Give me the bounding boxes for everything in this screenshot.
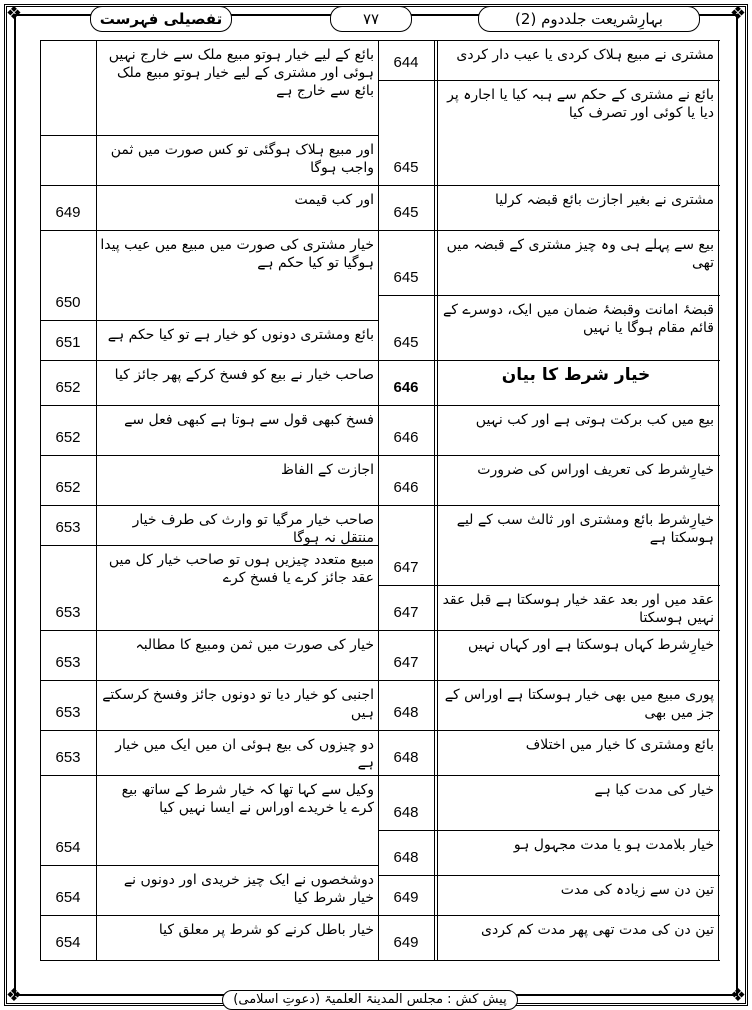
entry-title: اجازت کے الفاظ (281, 462, 374, 478)
entry-page-number: 645 (393, 159, 419, 176)
row-divider (40, 455, 378, 456)
corner-ornament: ❖ (5, 3, 23, 24)
entry-title: مشتری نے بغیر اجازت بائع قبضہ کرلیا (495, 192, 714, 208)
entry-page-number: 646 (393, 479, 419, 496)
entry-page-number: 652 (55, 479, 81, 496)
entry-title: بائع نے مشتری کے حکم سے ہبہ کیا یا اجارہ پر دیا یا کوئی اور تصرف کیا (447, 87, 714, 121)
entry-page-number: 653 (55, 654, 81, 671)
entry-title: تین دن کی مدت تھی پھر مدت کم کردی (481, 922, 714, 938)
entry-title: تین دن سے زیادہ کی مدت (560, 882, 714, 898)
row-divider (40, 230, 378, 231)
left-entry-row (40, 360, 720, 405)
row-divider (40, 505, 378, 506)
row-divider (40, 320, 378, 321)
entry-title: خیار مشتری کی صورت میں مبیع میں عیب پیدا ہوگیا تو کیا حکم ہے (100, 237, 374, 271)
left-entry-row (40, 455, 720, 505)
entry-title: خیار کی صورت میں ثمن ومبیع کا مطالبہ (135, 637, 374, 653)
row-divider (40, 135, 378, 136)
entry-title: وکیل سے کہا تھا کہ خیار شرط کے ساتھ بیع کرے یا خریدے اوراس نے ایسا نہیں کیا (121, 782, 374, 816)
left-entry-row (40, 865, 720, 915)
left-entry-row (40, 775, 720, 865)
page-footer (180, 990, 560, 1010)
entry-page-number: 649 (55, 204, 81, 221)
entry-page-number: 645 (393, 334, 419, 351)
entry-page-number: 654 (55, 889, 81, 906)
entry-page-number: 654 (55, 934, 81, 951)
entry-page-number: 647 (393, 604, 419, 621)
entry-title: اور مبیع ہلاک ہوگئی تو کس صورت میں ثمن واجب ہوگا (110, 142, 374, 176)
left-entry-row (40, 185, 720, 230)
corner-ornament: ❖ (729, 3, 747, 24)
row-divider (40, 865, 378, 866)
entry-title: اور کب قیمت (294, 192, 374, 208)
entry-page-number: 647 (393, 654, 419, 671)
entry-title: بیع میں کب برکت ہوتی ہے اور کب نہیں (475, 412, 714, 428)
row-divider (40, 545, 378, 546)
entry-page-number: 653 (55, 604, 81, 621)
entry-title: اجنبی کو خیار دیا تو دونوں جائز وفسخ کرسکتے ہیں (102, 687, 374, 721)
entry-title: مبیع متعدد چیزیں ہوں تو صاحب خیار کل میں عقد جائز کرے یا فسخ کرے (108, 552, 374, 586)
entry-page-number: 653 (55, 519, 81, 536)
entry-title: صاحب خیار نے بیع کو فسخ کرکے پھر جائز کیا (114, 367, 374, 383)
entry-title: بائع کے لیے خیار ہوتو مبیع ملک سے خارج نہیں ہوئی اور مشتری کے لیے خیار ہوتو مبیع ملک بائع سے خارج ہے (108, 47, 374, 99)
row-divider (40, 915, 378, 916)
entry-title: دوشخصوں نے ایک چیز خریدی اور دونوں نے خیار شرط کیا (123, 872, 374, 906)
row-divider (40, 360, 378, 361)
entry-page-number: 649 (393, 934, 419, 951)
entry-title: عقد میں اور بعد عقد خیار ہوسکتا ہے قبل عقد نہیں ہوسکتا (442, 592, 714, 626)
section-heading: خیار شرط کا بیان (501, 365, 651, 385)
entry-title: قبضۂ امانت وقبضۂ ضمان میں ایک، دوسرے کے قائم مقام ہوگا یا نہیں (443, 302, 714, 336)
section-title: تفصیلی فہرست (90, 6, 232, 32)
left-entry-row (40, 40, 720, 135)
entry-title: خیار باطل کرنے کو شرط پر معلق کیا (158, 922, 374, 938)
entry-title: صاحب خیار مرگیا تو وارث کی طرف خیار منتقل نہ ہوگا (132, 512, 374, 546)
entry-page-number: 650 (55, 294, 81, 311)
entry-title: خیارِشرط کہاں ہوسکتا ہے اور کہاں نہیں (467, 637, 714, 653)
entry-page-number: 645 (393, 204, 419, 221)
row-divider (40, 960, 720, 961)
entry-page-number: 651 (55, 334, 81, 351)
entry-title: خیار کی مدت کیا ہے (594, 782, 714, 798)
book-title: بہارِشریعت جلددوم (2) (478, 6, 700, 32)
entry-page-number: 648 (393, 804, 419, 821)
row-divider (40, 630, 378, 631)
left-entry-row (40, 730, 720, 775)
entry-page-number: 652 (55, 429, 81, 446)
row-divider (40, 405, 378, 406)
row-divider (40, 185, 378, 186)
entry-title: بائع ومشتری کا خیار میں اختلاف (525, 737, 714, 753)
left-entry-row (40, 405, 720, 455)
entry-page-number: 646 (393, 429, 419, 446)
entry-title: پوری مبیع میں بھی خیار ہوسکتا ہے اوراس کے جز میں بھی (444, 687, 714, 721)
left-entry-row (40, 545, 720, 630)
entry-page-number: 652 (55, 379, 81, 396)
entry-title: بائع ومشتری دونوں کو خیار ہے تو کیا حکم ہے (107, 327, 374, 343)
row-divider (40, 775, 378, 776)
entry-title: خیار بلامدت ہو یا مدت مجہول ہو (513, 837, 714, 853)
left-entry-row (40, 135, 720, 185)
row-divider (40, 730, 378, 731)
left-entry-row (40, 505, 720, 545)
corner-ornament: ❖ (5, 985, 23, 1006)
corner-ornament: ❖ (729, 985, 747, 1006)
entry-page-number: 649 (393, 889, 419, 906)
left-entry-row (40, 230, 720, 320)
index-table (40, 40, 720, 960)
entry-title: بیع سے پہلے ہی وہ چیز مشتری کے قبضہ میں تھی (446, 237, 714, 271)
entry-title: خیارِشرط کی تعریف اوراس کی ضرورت (477, 462, 714, 478)
entry-page-number: 653 (55, 704, 81, 721)
page-number: ۷۷ (330, 6, 412, 32)
entry-page-number: 645 (393, 269, 419, 286)
entry-page-number: 646 (393, 379, 419, 396)
entry-title: دو چیزوں کی بیع ہوئی ان میں ایک میں خیار ہے (115, 737, 374, 771)
entry-page-number: 647 (393, 559, 419, 576)
entry-page-number: 644 (393, 54, 419, 71)
entry-title: مشتری نے مبیع ہلاک کردی یا عیب دار کردی (456, 47, 714, 63)
left-entry-row (40, 630, 720, 680)
entry-page-number: 654 (55, 839, 81, 856)
entry-page-number: 653 (55, 749, 81, 766)
left-entry-row (40, 320, 720, 360)
left-entry-row (40, 680, 720, 730)
entry-title: خیارِشرط بائع ومشتری اور ثالث سب کے لیے ہوسکتا ہے (456, 512, 714, 546)
publisher-credit: پیش کش : مجلس المدینۃ العلمیۃ (دعوتِ اسلامی) (222, 990, 517, 1010)
entry-page-number: 648 (393, 749, 419, 766)
entry-page-number: 648 (393, 704, 419, 721)
row-divider (40, 40, 378, 41)
page-header (100, 6, 700, 32)
left-entry-row (40, 915, 720, 960)
entry-title: فسخ کبھی قول سے ہوتا ہے کبھی فعل سے (124, 412, 374, 428)
row-divider (40, 680, 378, 681)
entry-page-number: 648 (393, 849, 419, 866)
